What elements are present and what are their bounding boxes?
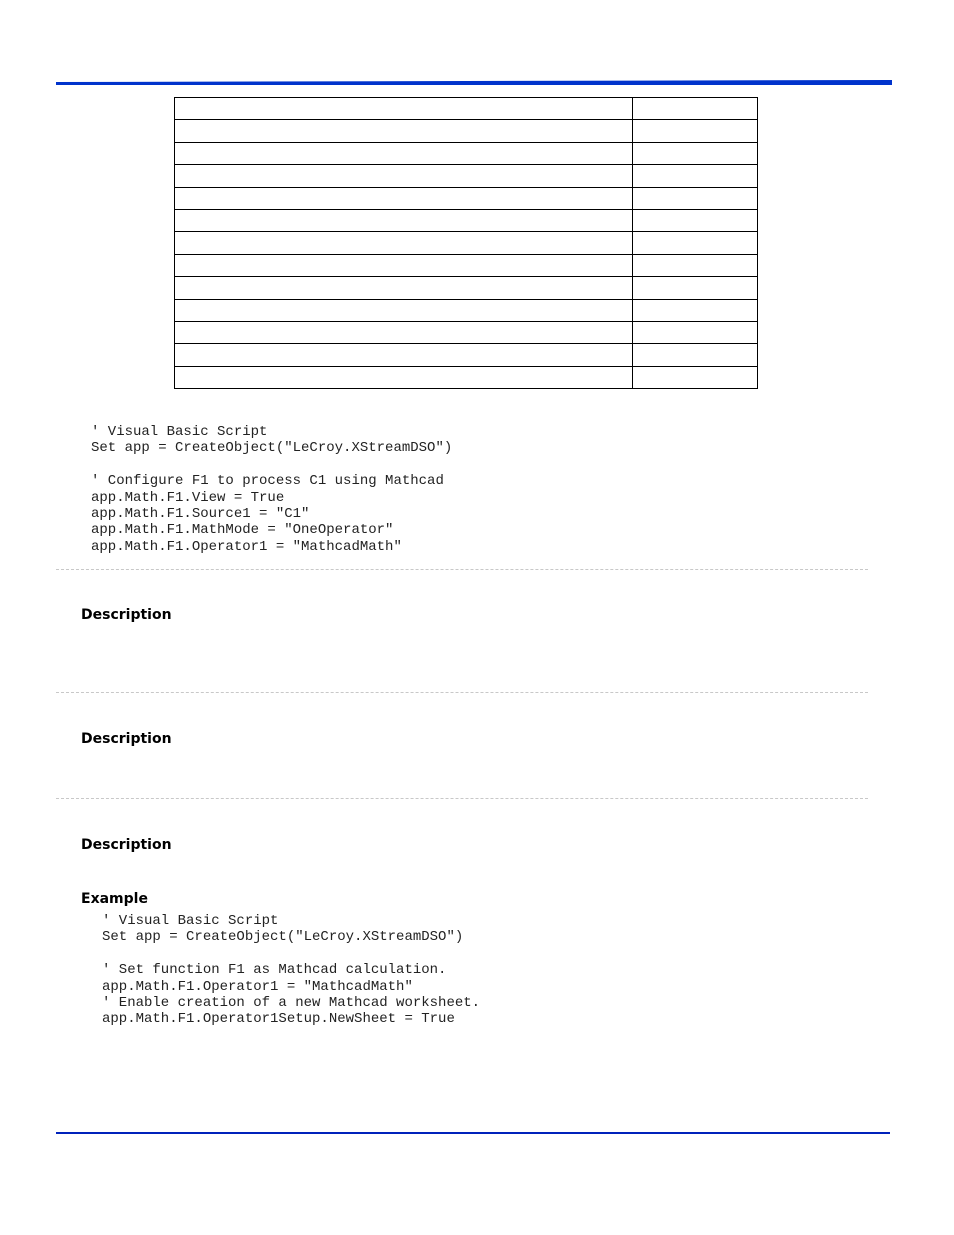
table-row [175,98,758,120]
table-row [175,187,758,209]
table-cell [633,366,758,388]
table-row [175,142,758,164]
header-rule [56,80,892,85]
code-line: ' Enable creation of a new Mathcad worksheet. [102,995,481,1012]
table-cell [633,120,758,142]
table-row [175,366,758,388]
table-cell [633,232,758,254]
table-cell [633,209,758,231]
table-row [175,321,758,343]
code-line: app.Math.F1.View = True [91,489,285,506]
table-cell [175,344,633,366]
code-line: app.Math.F1.Operator1 = "MathcadMath" [102,978,413,995]
table-cell [633,299,758,321]
table-row [175,165,758,187]
table-cell [175,277,633,299]
table-cell [175,299,633,321]
table-cell [175,321,633,343]
code-line: Set app = CreateObject("LeCroy.XStreamDSO") [102,929,464,946]
table-row [175,254,758,276]
table-row [175,277,758,299]
code-line: app.Math.F1.Operator1 = "MathcadMath" [91,538,402,555]
table-cell [175,254,633,276]
table-row [175,232,758,254]
table-cell [633,344,758,366]
table-cell [633,142,758,164]
table-cell [633,254,758,276]
code-line: ' Set function F1 as Mathcad calculation. [102,962,447,979]
table-row [175,299,758,321]
code-line: Set app = CreateObject("LeCroy.XStreamDSO") [91,440,453,457]
code-line: app.Math.F1.Source1 = "C1" [91,506,310,523]
code-line: ' Visual Basic Script [91,424,268,440]
property-table-body [175,98,758,389]
table-cell [175,165,633,187]
table-cell [633,187,758,209]
code-line: ' Configure F1 to process C1 using Mathcad [91,473,444,490]
table-cell [175,98,633,120]
table-cell [633,98,758,120]
footer-rule [56,1132,890,1134]
table-cell [175,187,633,209]
section-heading: Description [81,837,172,853]
example-heading: Example [81,891,148,907]
table-cell [633,165,758,187]
table-cell [175,209,633,231]
code-line: app.Math.F1.Operator1Setup.NewSheet = True [102,1011,455,1028]
code-block-1 [91,424,452,555]
section-heading: Description [81,731,172,747]
section-heading: Description [81,607,172,623]
property-table [174,97,758,389]
code-line: ' Visual Basic Script [102,913,279,929]
code-line: app.Math.F1.MathMode = "OneOperator" [91,522,394,539]
table-cell [175,142,633,164]
table-cell [633,277,758,299]
section-divider [56,798,868,799]
table-cell [175,232,633,254]
table-cell [175,366,633,388]
table-cell [633,321,758,343]
table-row [175,344,758,366]
table-row [175,209,758,231]
section-divider [56,692,868,693]
table-row [175,120,758,142]
section-divider [56,569,868,570]
example-code-block [102,913,480,1028]
table-cell [175,120,633,142]
